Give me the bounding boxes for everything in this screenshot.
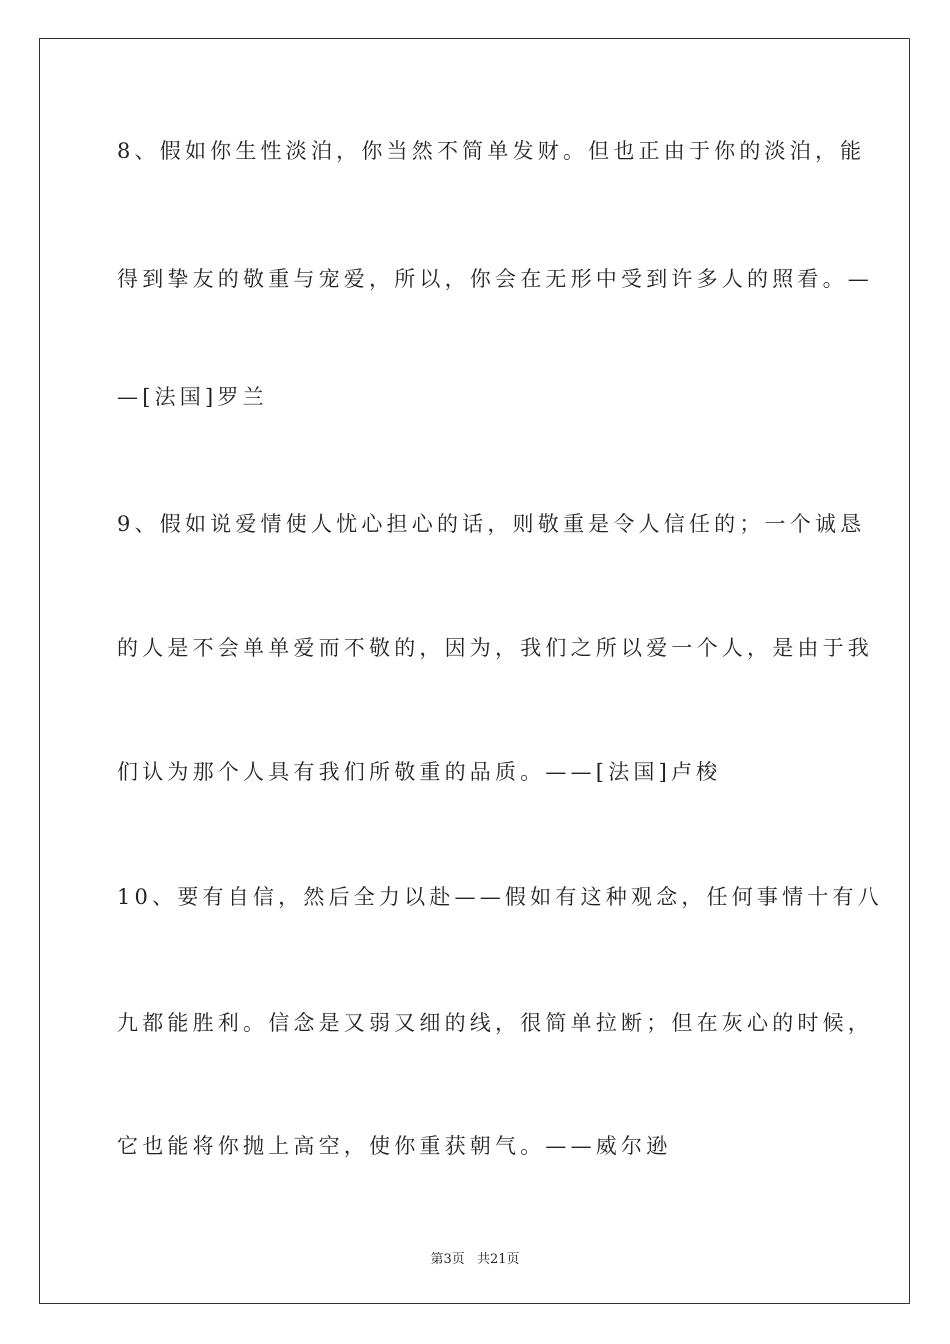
quote-9-line-3: 们认为那个人具有我们所敬重的品质。——[法国]卢梭: [117, 760, 722, 784]
quote-8-line-2: 得到挚友的敬重与宠爱，所以，你会在无形中受到许多人的照看。—: [117, 267, 873, 291]
quote-9-line-2: 的人是不会单单爱而不敬的，因为，我们之所以爱一个人，是由于我: [117, 636, 873, 660]
quote-8-line-3: —[法国]罗兰: [117, 385, 268, 409]
quote-9-line-1: 9、假如说爱情使人忧心担心的话，则敬重是令人信任的；一个诚恳: [117, 512, 866, 536]
total-pages: 共21页: [476, 1252, 520, 1267]
quote-10-line-2: 九都能胜利。信念是又弱又细的线，很简单拉断；但在灰心的时候，: [117, 1011, 873, 1035]
quote-8-line-1: 8、假如你生性淡泊，你当然不简单发财。但也正由于你的淡泊，能: [117, 139, 866, 163]
quote-10-line-1: 10、要有自信，然后全力以赴——假如有这种观念，任何事情十有八: [117, 885, 883, 909]
quote-10-line-3: 它也能将你抛上高空，使你重获朝气。——威尔逊: [117, 1134, 672, 1158]
page-number: 第3页: [430, 1252, 465, 1267]
page-footer: [0, 1248, 950, 1267]
page-border: [39, 38, 910, 1304]
